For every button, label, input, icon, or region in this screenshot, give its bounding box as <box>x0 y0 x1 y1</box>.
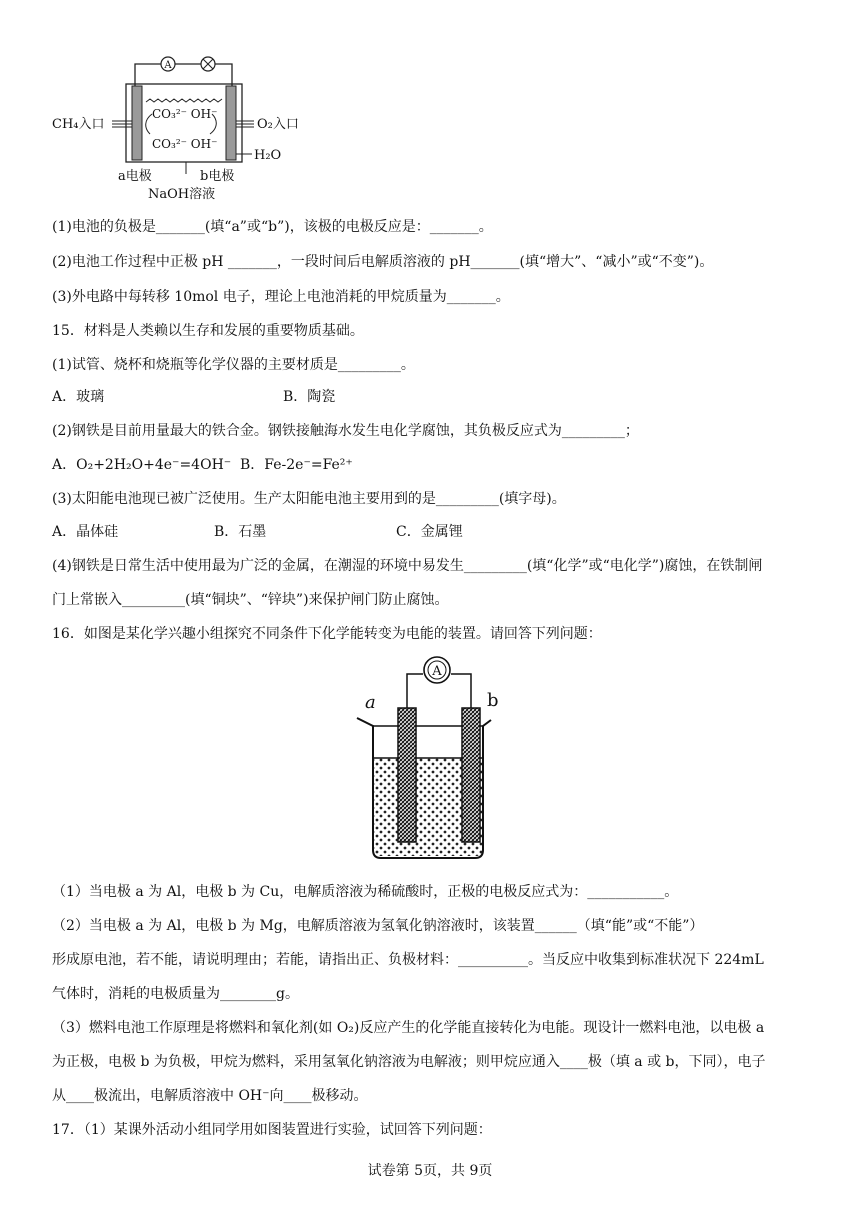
q15-sub3: (3)太阳能电池现已被广泛使用。生产太阳能电池主要用到的是_________(填字母)。 <box>52 491 566 507</box>
q15-sub2: (2)钢铁是目前用量最大的铁合金。钢铁接触海水发生电化学腐蚀，其负极反应式为_________； <box>52 423 639 439</box>
electrolyte-surface <box>146 99 222 102</box>
q15-sub1-option-b: B．陶瓷 <box>283 389 336 405</box>
h2o-label: H₂O <box>254 148 282 163</box>
ch4-inlet-label: CH₄入口 <box>52 117 105 132</box>
q15-stem: 15．材料是人类赖以生存和发展的重要物质基础。 <box>52 323 364 339</box>
electrode-a-label: a电极 <box>118 169 152 184</box>
q16-stem: 16．如图是某化学兴趣小组探究不同条件下化学能转变为电能的装置。请回答下列问题： <box>52 626 602 642</box>
q17-stem: 17．（1）某课外活动小组同学用如图装置进行实验，试回答下列问题： <box>52 1122 492 1138</box>
beaker-diagram <box>343 650 513 870</box>
q15-sub1-option-a: A．玻璃 <box>52 389 105 405</box>
q15-sub2-option-b: B．Fe-2e⁻=Fe²⁺ <box>240 457 353 473</box>
q14-part2: (2)电池工作过程中正极 pH _______，一段时间后电解质溶液的 pH_______(填“增大”、“减小”或“不变”)。 <box>52 254 714 270</box>
ammeter-label: A <box>432 664 442 679</box>
electrode-b <box>462 708 480 842</box>
q15-sub3-option-b: B．石墨 <box>214 524 267 540</box>
q15-sub3-option-a: A．晶体硅 <box>52 524 119 540</box>
q15-sub4-line1: (4)钢铁是日常生活中使用最为广泛的金属，在潮湿的环境中易发生_________(填“化学”或“电化学”)腐蚀，在铁制闸 <box>52 558 763 574</box>
naoh-label: NaOH溶液 <box>148 187 216 202</box>
q16-sub2-line3: 气体时，消耗的电极质量为________g。 <box>52 986 299 1002</box>
q15-sub2-option-a: A．O₂+2H₂O+4e⁻=4OH⁻ <box>52 457 232 473</box>
ion-label: CO₃²⁻ OH⁻ <box>152 107 218 121</box>
fuel-cell-diagram <box>52 42 352 202</box>
electrode-b-label: b <box>487 690 499 711</box>
q14-part3: (3)外电路中每转移 10mol 电子，理论上电池消耗的甲烷质量为_______。 <box>52 289 510 305</box>
q15-sub1: (1)试管、烧杯和烧瓶等化学仪器的主要材质是_________。 <box>52 357 415 373</box>
page-footer: 试卷第 5页，共 9页 <box>367 1163 493 1179</box>
q15-sub3-option-c: C．金属锂 <box>396 524 463 540</box>
electrode-a-label: a <box>365 692 376 713</box>
circuit-wire <box>407 674 423 710</box>
q16-sub3-line3: 从____极流出，电解质溶液中 OH⁻向____极移动。 <box>52 1088 368 1104</box>
electrode-b <box>226 86 236 160</box>
electrode-b-label: b电极 <box>200 169 235 184</box>
q16-sub3-line2: 为正极，电极 b 为负极，甲烷为燃料，采用氢氧化钠溶液为电解液；则甲烷应通入____极（填 a 或 b，下同），电子 <box>52 1054 766 1070</box>
q14-part1: (1)电池的负极是_______(填“a”或“b”)，该极的电极反应是：_______。 <box>52 219 493 235</box>
electrode-a <box>132 86 142 160</box>
q16-sub1: （1）当电极 a 为 Al，电极 b 为 Cu，电解质溶液为稀硫酸时，正极的电极反应式为：___________。 <box>52 884 679 900</box>
electrode-a <box>398 708 416 842</box>
circuit-wire <box>451 674 471 710</box>
ion-label: CO₃²⁻ OH⁻ <box>152 137 218 151</box>
q16-sub3-line1: （3）燃料电池工作原理是将燃料和氧化剂(如 O₂)反应产生的化学能直接转化为电能。现设计一燃料电池，以电极 a <box>52 1020 765 1036</box>
q16-sub2-line2: 形成原电池，若不能，请说明理由；若能，请指出正、负极材料：__________。当反应中收集到标准状况下 224mL <box>52 952 764 968</box>
q16-sub2-line1: （2）当电极 a 为 Al，电极 b 为 Mg，电解质溶液为氢氧化钠溶液时，该装置______（填“能”或“不能”） <box>52 918 704 934</box>
q15-sub4-line2: 门上常嵌入_________(填“铜块”、“锌块”)来保护闸门防止腐蚀。 <box>52 592 449 608</box>
o2-inlet-label: O₂入口 <box>257 117 299 132</box>
ammeter-label: A <box>164 60 172 71</box>
